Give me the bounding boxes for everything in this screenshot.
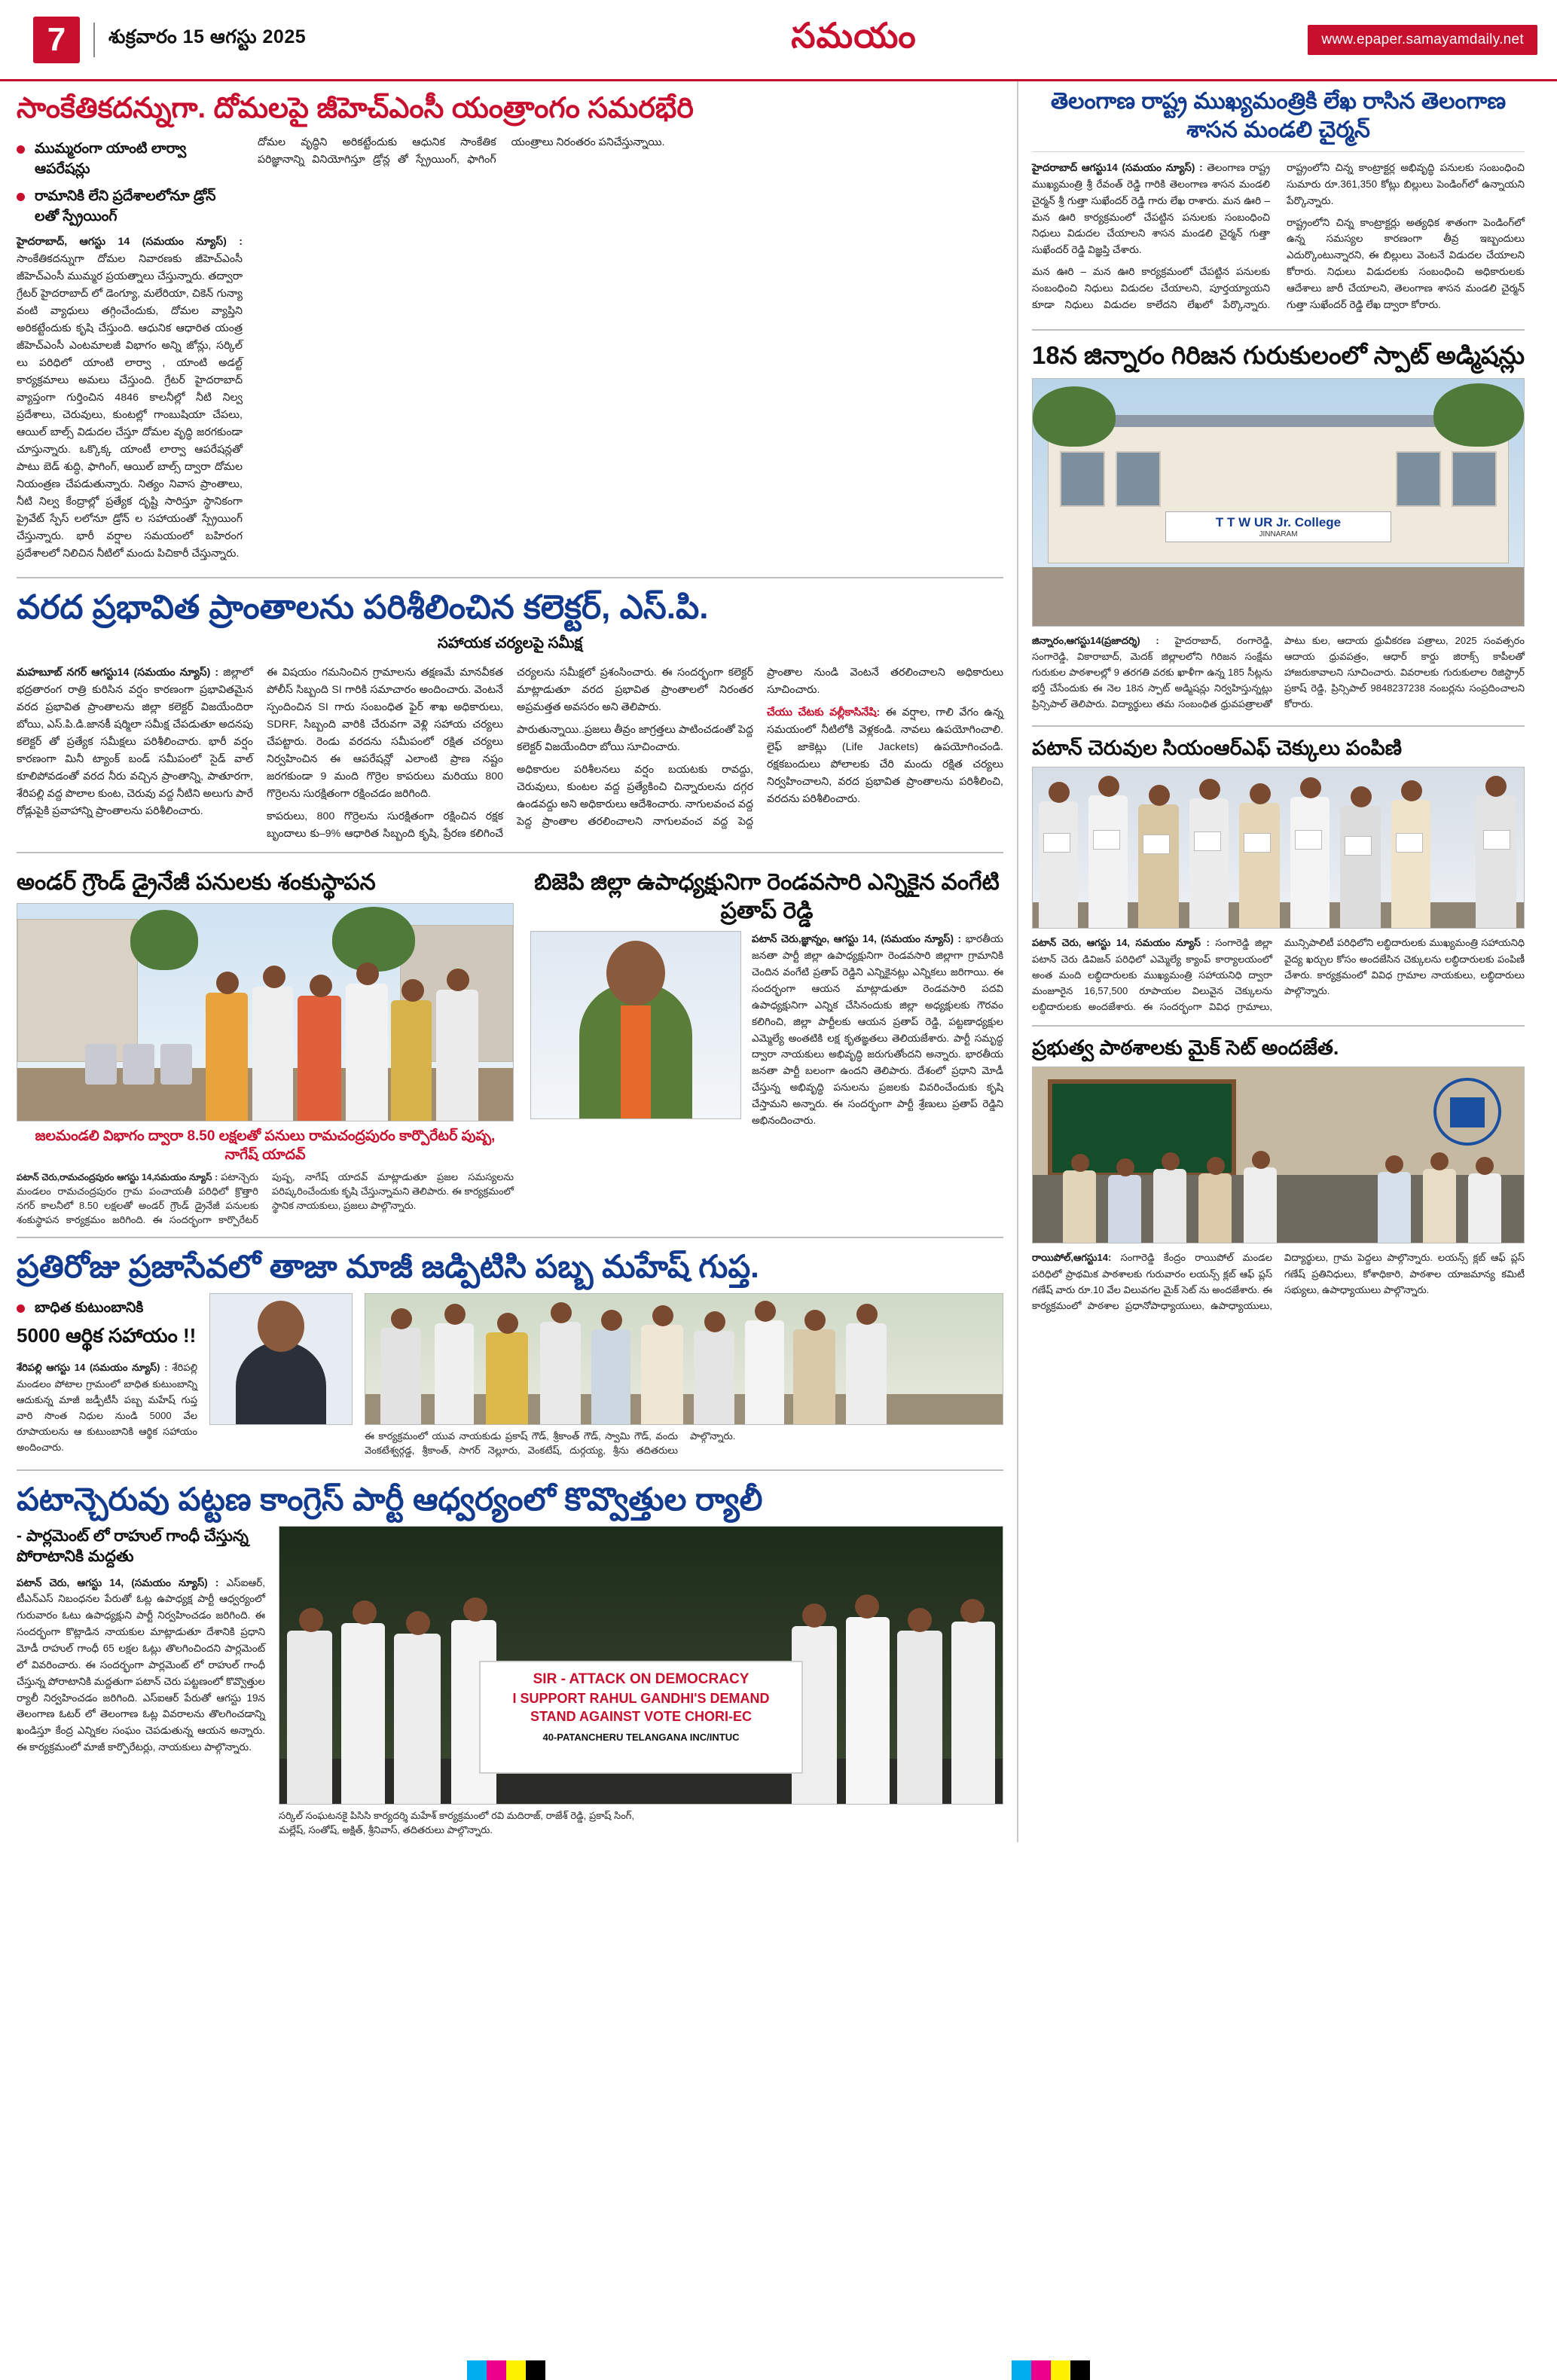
- story1-dateline: హైదరాబాద్, ఆగస్టు 14 (సమయం న్యూస్) :: [17, 235, 243, 248]
- story5-bullet: బాధిత కుటుంబానికి: [17, 1298, 197, 1319]
- story3-headline: అండర్ గ్రౌండ్ డ్రైనేజీ పనులకు శంకుస్థాపన: [17, 870, 376, 896]
- rstory2-text: హైదరాబాద్, రంగారెడ్డి, సంగారెడ్డి, వికారాబాద్, మెదక్ జిల్లాలలోని గిరిజన సంక్షేమ గురుకుల పాఠశాలల్లో 9 తరగతి వరకు ఖాళీగా ఉన్న 185 సీట్లను భర్తీ చేసేందుకు ఈ నెల 18న స్పాట్ అడ్మిషన్లు నిర్వహిస్తున్నట్లు ప్రిన్సిపాల్ తెలిపారు. విద్యార్థులు తమ సంబంధిత ధ్రువపత్రాలతో పాటు కుల, ఆదాయ ధ్రువీకరణ పత్రాలు, 2025 సంవత్సరం ఆదాయ ధ్రువపత్రం, ఆధార్ కార్డు జిరాక్స్ కాపీలతో హాజరుకావాలని సూచించారు. వివరాలకు గురుకులాల రిజిస్ట్రార్ ప్రకాష్ రెడ్డి, ప్రిన్సిపాల్ 9848237238 నంబర్లను సంప్రదించాలని కోరారు.: [1032, 634, 1525, 710]
- right-column: [1018, 81, 1525, 1842]
- story2-note-label: చేయు చేటకు వల్లీకాసినేషి:: [767, 706, 881, 719]
- rstory3-dateline: పటాన్ చెరు, ఆగస్టు 14, సమయం న్యూస్ :: [1032, 937, 1210, 949]
- rstory3-text: సంగారెడ్డి జిల్లా పటాన్ చెరు డివిజన్ పరిధిలో ఎమ్మెల్యే క్యాంప్ కార్యాలయంలో అంత మంది లబ్ధిదారులకు ముఖ్యమంత్రి సహాయనిధి ద్వారా మంజూరైన 16,57,500 రూపాయల విలువైన చెక్కులను లబ్ధిదారులకు అందజేశారు. ఈ సందర్భంగా వివిధ గ్రామాలు, మున్సిపాలిటీ పరిధిలోని లబ్ధిదారులకు ముఖ్యమంత్రి సహాయనిధి వైద్య ఖర్చుల కోసం అందజేసిన చెక్కులను లబ్ధిదారులకు పంపిణీ చేశారు. కార్యక్రమంలో వివిధ గ్రామాల నాయకులు, లబ్ధిదారులు పాల్గొన్నారు.: [1032, 937, 1525, 1012]
- rstory2-dateline: జిన్నారం,ఆగస్టు14(ప్రజాదర్శి) :: [1032, 634, 1159, 646]
- rstory3-photo: [1032, 767, 1525, 929]
- story2-headline: వరద ప్రభావిత ప్రాంతాలను పరిశీలించిన కలెక్టర్, ఎస్.పి.: [17, 588, 709, 626]
- story-bjp-vicepresident: [530, 862, 1003, 1227]
- story5-dateline: శేరిపల్లి ఆగస్టు 14 (సమయం న్యూస్) :: [17, 1362, 168, 1374]
- story-congress-candle-rally: [17, 1480, 1003, 1838]
- story1-headline: సాంకేతికదన్నుగా. దోమలపై జీహెచ్ఎంసీ యంత్రాంగం సమరభేరి: [17, 93, 694, 124]
- divider: [17, 852, 1003, 853]
- story3-caption-text: పటాన్చెరు మండలం రామచంద్రపురం గ్రామ పంచాయతీ పరిధిలో క్రొత్తారి నగర్ కాలనీలో 8.50 లక్షలతో అండర్ గ్రౌండ్ డ్రైనేజీ పనులకు శంకుస్థాపన కార్యక్రమం జరిగింది. ఈ సందర్భంగా కార్పొరేటర్ పుష్ప, నాగేష్ యాదవ్ మాట్లాడుతూ ప్రజల సమస్యలను పరిష్కరించేందుకు కృషి చేస్తున్నామని తెలిపారు. ఈ కార్యక్రమంలో స్థానిక నాయకులు, ప్రజలు పాల్గొన్నారు.: [17, 1171, 514, 1225]
- divider: [17, 577, 1003, 578]
- rstory4-dateline: రాయిపోల్,ఆగస్టు14:: [1032, 1252, 1112, 1264]
- divider: [17, 1469, 1003, 1471]
- story5-aid-amount: 5000 ఆర్థిక సహాయం !!: [17, 1324, 197, 1347]
- college-sign-sub: JINNARAM: [1259, 529, 1298, 539]
- story2-text-1: ఈ విషయం గమనించిన గ్రామాలను తక్షణమే మానవీకత పోలీస్ సిబ్బంది SI గారికి సమాచారం అందించారు. వెంటనే స్పందించిన SI గారు సంబంధిత ఫైర్ శాఖ అధికారులు, SDRF, సిబ్బంది వారికి చేరువగా వెళ్లి సహాయ చర్యలు చేపట్టారు. రెండు వరదను సమీపంలో రక్షిత చర్యలు నిర్వహించిన ఈ ఆపరేషన్లో ఎలాంటి ప్రాణ నష్టం జరగకుండా 9 మంది గొర్రెల కాపరులు మరియు 800 గొర్రెలను సురక్షితంగా రక్షించడం జరిగింది.: [267, 667, 503, 801]
- story1-text-1: దోమల వృద్ధిని అరికట్టేందుకు ఆధునిక సాంకేతిక పరిజ్ఞానాన్ని వినియోగిస్తూ డ్రోన్ల తో స్ప్రేయింగ్, ఫాగింగ్ యంత్రాలు నిరంతరం పనిచేస్తున్నాయి.: [258, 136, 665, 166]
- banner-line-3: STAND AGAINST VOTE CHORI-EC: [530, 1708, 752, 1724]
- story5-headline: ప్రతిరోజు ప్రజాసేవలో తాజా మాజీ జడ్పిటిసి పబ్బ మహేష్ గుప్త.: [17, 1248, 759, 1284]
- divider: [17, 1237, 1003, 1238]
- rstory1-text-2: రాష్ట్రంలోని చిన్న కాంట్రాక్టర్లు అత్యధిక శాతంగా పెండింగ్‌లో ఉన్న సమస్యల కారణంగా తీవ్ర ఇబ్బందులు ఎదుర్కొంటున్నారని, ఈ బిల్లులు వెంటనే విడుదల చేయాలని కోరారు. నిధులు విడుదలకు సంబంధించి అధికారులకు ఆదేశాలు జారీ చేయాలని, తెలంగాణ శాసన మండలి చైర్మన్ గుత్తా సుఖేందర్ రెడ్డి లేఖ ద్వారా కోరారు.: [1287, 216, 1525, 310]
- story-cm-letter: [1032, 87, 1525, 319]
- page-number: 7: [33, 17, 80, 63]
- story5-caption: ఈ కార్యక్రమంలో యువ నాయకుడు ప్రకాష్ గౌడ్, శ్రీకాంత్ గౌడ్, స్వామి గౌడ్, వందు వెంకటేశ్వర్గడ్డ, శ్రీకాంత్, సాగర్ నెల్లూరు, వెంకటేష్, దుర్గయ్య, శ్రీను తదితరులు పాల్గొన్నారు.: [365, 1430, 736, 1456]
- masthead-date: శుక్రవారం 15 ఆగస్టు 2025: [108, 26, 307, 47]
- bullet-item: ముమ్మరంగా యాంటి లార్వా ఆపరేషన్లు: [17, 139, 243, 180]
- story6-headline: పటాన్చెరువు పట్టణ కాంగ్రెస్ పార్టీ ఆధ్వర్యంలో కొవ్వొత్తుల ర్యాలీ: [17, 1481, 763, 1517]
- rstory2-photo: [1032, 378, 1525, 627]
- story2-text-0: జిల్లాలో భద్రతారంగ రాత్రి కురిసిన వర్షం కారణంగా ప్రభావితమైన వరద ప్రభావిత ప్రాంతాలను జిల్లా కలెక్టర్ విజయేందిరా బోయి, ఎస్.పి.డి.జానకీ షర్మిలా సమీక్ష చేపడుతూ అదనపు కలెక్టర్ తో ప్రత్యేక సమీక్షలు పరిశీలించారు. భారీ వర్షం కారణంగా మినీ ట్యాంక్ బండ్ సమీపంలో సైడ్ వాల్ కూలిపోవడంతో వరద నీరు వచ్చిన ప్రాంతాన్ని, పాతూరగా, శేరిపల్లి వద్ద పొలాల కుంట, చెరువు వద్ద నీటిని అలుగు పారే రోడ్లుపైకి ప్రవాహాన్ని ప్రాంతాలను పరిశీలించారు.: [17, 667, 253, 818]
- banner-line-1: SIR - ATTACK ON DEMOCRACY: [533, 1671, 749, 1687]
- story2-text-4: అధికారుల పరిశీలనలు వర్షం బయటకు రావద్దు, చెరువులు, కుంటల వద్ద ప్రత్యేకించి చిన్నారులను దగ్గర ఉండవద్దు అని అధికారులు ఆదేశించారు. నాగులవంచ వద్ద పెద్ద ప్రాంతాల తరలించాలని నాగులవంచ వద్ద పెద్ద ప్రాంతాల నుండి వెంటనే తరలించాలని అధికారులు సూచించారు.: [517, 667, 1003, 828]
- story3-photo: [17, 903, 514, 1121]
- divider: [1032, 1025, 1525, 1027]
- left-column: [17, 81, 1018, 1842]
- story3-dateline: పటాన్ చెరు,రామచంద్రపురం ఆగస్టు 14,సమయం న్యూస్ :: [17, 1172, 218, 1183]
- rstory4-photo: [1032, 1066, 1525, 1243]
- story2-text-2: కాపరులు, 800 గొర్రెలను సురక్షితంగా రక్షించిన రక్షక బృందాలు కు–9% ఆధారిత సిబ్బంది కృషి, ప్రేరణ కలిగించే చర్యలను సమీక్షలో ప్రశంసించారు. ఈ సందర్భంగా కలెక్టర్ మాట్లాడుతూ వరద ప్రభావిత ప్రాంతాలలో నిరంతర అప్రమత్తత అవసరం అని తెలిపారు.: [267, 667, 753, 841]
- divider: [1032, 329, 1525, 331]
- masthead-divider: [93, 23, 95, 57]
- rstory1-dateline: హైదరాబాద్ ఆగస్టు14 (సమయం న్యూస్) :: [1032, 162, 1203, 173]
- divider: [1032, 725, 1525, 727]
- story3-photo-caption: జలమండలి విభాగం ద్వారా 8.50 లక్షలతో పనులు రామచంద్రపురం కార్పొరేటర్ పుష్ప, నాగేష్ యాదవ్: [35, 1127, 496, 1163]
- story1-text-0: సాంకేతికదన్నుగా దోమల నివారణకు జీహెచ్ఎంసీ జీహెచ్ఎంసీ ముమ్మర ప్రయత్నాలు చేస్తున్నారు. తద్వారా గ్రేటర్ హైదరాబాద్ లో డెంగ్యూ, మలేరియా, చికెన్ గున్యా వంటి వ్యాధులు తగ్గించేందుకు, దోమల వ్యాప్తిని అరికట్టేందుకు కృషి చేస్తుంది. ఆధునిక ఆధారిత యంత్ర జీహెచ్ఎంసీ ఎంటమాలజీ విభాగం అన్ని జోన్లు, సర్కిల్ లు పరిధిలో యాంటి లార్వా , యాంటి అడల్ట్ కార్యక్రమాలు అమలు చేస్తుంది. గ్రేటర్ హైదరాబాద్ వ్యాప్తంగా గుర్తించిన 4846 కాలనీల్లో నీటి నిల్వ ప్రదేశాలు, చెరువులు, కుంటల్లో గాంబుషియా చేపలు, ఆయిల్ బాల్స్ విడుదల చేస్తూ దోమల వృద్ధి జరగకుండా చూస్తున్నారు. ఒక్కొక్క యాంటీ లార్వా ఆపరేషన్లతో పాటు బెడ్ శుద్ధి, ఫాగింగ్, ఆయిల్ బాల్స్ ద్వారా దోమల నియంత్రణ చేపడుతున్నారు. నిత్యం నివాస ప్రాంతాలు, నీటి నిల్వ కేంద్రాల్లో ప్రత్యేక దృష్టి సారిస్తూ స్థానికంగా ప్రైవేట్ స్పేస్ లలోనూ డ్రోన్ ల సహాయంతో స్ప్రేయింగ్ చేస్తున్నారు. భారీ వర్షాల సమయంలో బహిరంగ ప్రదేశాలలో నిలిచిన నీటిలో మందు పిచికారీ చేస్తున్నారు.: [17, 252, 243, 560]
- story-mahesh-gupta-aid: [17, 1247, 1003, 1460]
- story1-bullets: [17, 139, 243, 227]
- banner-line-4: 40-PATANCHERU TELANGANA INC/INTUC: [542, 1732, 740, 1744]
- story6-text: ఎస్ఐఆర్, టీఎన్ఎస్ నిబంధనల పేరుతో ఓట్ల ఉపాధ్యక్ష పార్టీ ఆధ్వర్యంలో గురువారం ఓటు ఉపాధ్యక్షుని పార్టీ నిర్వహించడం జరిగింది. ఈ సందర్భంగా కొట్లాడిన నాయకుల మాట్లాడుతూ దేశానికి ప్రధాని మోడీ రాహుల్ గాంధీ 65 లక్షల ఓట్లు తొలగించిందని పార్లమెంట్ లో వివరించారు. ఈ సందర్భంగా పార్లమెంట్ లో రాహుల్ గాంధీ చేస్తున్న పోరాటానికి మద్దతుగా పటాన్ చెరు పట్టణంలో కొవ్వొత్తుల ర్యాలీ నిర్వహించడం జరిగింది. ఎస్ఐఆర్ పేరుతో ఆగస్టు 19న తెలంగాణ ఓటర్ లో తెలంగాణ ఓట్ల వివరాలను తొలగించడాన్ని ఖండిస్తూ కేంద్ర ఎన్నికల సంఘం చెపడుతున్న ఆయన అన్నారు. ఈ కార్యక్రమంలో మాజీ కార్పొరేటర్లు, నాయకులు పాల్గొన్నారు.: [17, 1576, 265, 1753]
- story4-text: భారతీయ జనతా పార్టీ జిల్లా ఉపాధ్యక్షునిగా రెండవసారి జిల్లాగా గ్రామానికి చెందిన వంగేటి ప్రతాప్ రెడ్డిని ఎన్నికైనట్లు ఎన్నికలు జరిగాయి. ఈ సందర్భంగా ఆయన మాట్లాడుతూ రెండవసారి పదవి ఉపాధ్యక్షునిగా ఎన్నిక చేసినందుకు జిల్లా అధ్యక్షులకు గౌరవం కలిగించి, జిల్లా పార్టీలకు ఆయన ప్రతాప్ రెడ్డి, పట్టణాధ్యక్షుల ఎమ్మెల్యే అంతటికి లక్ష కృతఙ్ఞతలు తెలియజేశారు. పార్టీ సమృద్ధ ద్వారా నాయకులు అభివృద్ధి జరుగుతోందని అన్నారు. భారతీయ జనతా పార్టీ బలంగా ఉందని తెలిపారు. దేశంలో ప్రధాని మోడీ చేస్తున్న అభివృద్ధి పనులను ప్రజలకు వివరించేందుకు కృషి చేస్తామని అన్నారు. ఈ సందర్భంగా పార్టీ శ్రేణులు ప్రతాప్ రెడ్డిని అభినందించారు.: [752, 933, 1003, 1126]
- story2-note-text: ఈ వర్షాల, గాలి వేగం ఉన్న సమయంలో నీటిలోకి వెళ్లకండి. నావలు ఉపయోగించాలి. లైఫ్ జాకెట్లు (Life Jackets) ఉపయోగించండి. రక్షకబందులు పోలాలకు చేరి మందు రక్షిత చర్యలు నిర్వహించాలని, వరద ప్రభావిత ప్రాంతాలను పరిశీలించి, వరదను పరిశీలించారు.: [767, 706, 1004, 806]
- rstory1-headline: తెలంగాణ రాష్ట్ర ముఖ్యమంత్రికి లేఖ రాసిన తెలంగాణ శాసన మండలి చైర్మన్: [1050, 89, 1507, 142]
- stories-3-4-row: [17, 862, 1003, 1227]
- story6-subhead: - పార్లమెంట్ లో రాహుల్ గాంధీ చేస్తున్న పోరాటానికి మద్దతు: [17, 1527, 249, 1566]
- rstory4-headline: ప్రభుత్వ పాఠశాలకు మైక్ సెట్ అందజేత.: [1032, 1036, 1339, 1059]
- masthead-center: [572, 0, 1135, 79]
- story-collector-flood: [17, 587, 1003, 844]
- epaper-url[interactable]: www.epaper.samayamdaily.net: [1308, 25, 1537, 55]
- story5-group-photo: [365, 1293, 1003, 1425]
- story-cmrf-cheques: [1032, 736, 1525, 1015]
- story5-portrait-photo: [209, 1293, 353, 1425]
- story2-dateline: మహబూబ్ నగర్ ఆగస్టు14 (సమయం న్యూస్) :: [17, 667, 219, 679]
- rstory4-text: సంగారెడ్డి కేంద్రం రాయిపోల్ మండల పరిధిలో ప్రాథమిక పాఠశాలకు గురువారం లయన్స్ క్లబ్ ఆఫ్ ప్లస్ గణేష్ వారు రూ.10 వేల విలువగల మైక్ సెట్ ను అందజేశారు. ఈ కార్యక్రమంలో పాఠశాల ప్రధానోపాధ్యాయులు, ఉపాధ్యాయులు, విద్యార్థులు, గ్రామ పెద్దలు పాల్గొన్నారు. లయన్స్ క్లబ్ ఆఫ్ ప్లస్ గణేష్ ప్రతినిధులు, కోశాధికారి, పాఠశాల యాజమాన్య కమిటీ సభ్యులు, ఉపాధ్యాయులు పాల్గొన్నారు.: [1032, 1252, 1525, 1311]
- story6-dateline: పటాన్ చెరు, ఆగస్టు 14, (సమయం న్యూస్) :: [17, 1576, 219, 1588]
- story2-subhead: సహాయక చర్యలపై సమీక్ష: [437, 635, 583, 652]
- bullet-item: రామానికి లేని ప్రదేశాలలోనూ డ్రోన్ లతో స్ప్రేయింగ్: [17, 186, 243, 227]
- story5-text: శేరిపల్లి మండలం పోటాల గ్రామంలో బాధిత కుటుంబాన్ని ఆదుకున్న మాజీ జడ్పీటీసీ పబ్బ మహేష్ గుప్త వారి సొంత నిధుల నుండి 5000 వేల రూపాయలను ఆ కుటుంబానికి ఆర్థిక సహాయం అందించారు.: [17, 1362, 197, 1453]
- banner-line-2: I SUPPORT RAHUL GANDHI'S DEMAND: [512, 1690, 770, 1706]
- masthead-left: [0, 0, 572, 79]
- story-underground-drainage: [17, 862, 514, 1227]
- college-sign-name: T T W UR Jr. College: [1215, 514, 1342, 529]
- story4-headline: బిజెపి జిల్లా ఉపాధ్యక్షునిగా రెండవసారి ఎన్నికైన వంగేటి ప్రతాప్ రెడ్డి: [534, 870, 1000, 923]
- cmyk-registration-bar: [0, 2360, 1557, 2380]
- page-body: [0, 81, 1557, 1842]
- masthead-right: [1135, 0, 1557, 79]
- newspaper-title: సమయం: [791, 15, 917, 55]
- rstory1-text-1: మన ఊరి – మన ఊరి కార్యక్రమంలో చేపట్టిన పనులకు సంబంధించి నిధులు విడుదల చేయాలని, పూర్తయ్యాయని కూడా నిధులు విడుదల కాలేదని లేఖలో పేర్కొన్నారు. రాష్ట్రంలోని చిన్న కాంట్రాక్టర్ల అభివృద్ధి పనులకు సంబంధించి సుమారు రూ.361,350 కోట్లు బిల్లులు పెండింగ్‌లో ఉన్నాయని పేర్కొన్నారు.: [1032, 162, 1525, 310]
- story-gurukulam-admissions: [1032, 340, 1525, 715]
- masthead: [0, 0, 1557, 81]
- story4-photo: [530, 931, 741, 1119]
- story2-text-3: పారుతున్నాయి..ప్రజలు తీవ్రం జాగ్రత్తలు పాటించడంతో పెద్ద కలెక్టర్ విజయేందిరా బోయి సూచించారు.: [517, 724, 753, 754]
- protest-banner: [479, 1661, 803, 1774]
- story6-photo: [279, 1526, 1003, 1805]
- story6-caption: సర్కిల్ సంఘటనకై పిసిసి కార్యదర్శి మహేశ్ కార్యక్రమంలో రవి మదిరాజ్, రాజేశ్ రెడ్డి, ప్రకాష్ సింగ్, మల్లేష్, సంతోష్, అక్షిత్, శ్రీనివాస్, తదితరులు పాల్గొన్నారు.: [279, 1810, 634, 1835]
- rstory2-headline: 18న జిన్నారం గిరిజన గురుకులంలో స్పాట్ అడ్మిషన్లు: [1032, 340, 1525, 369]
- story4-dateline: పటాన్ చెరు,జ్ఞాన్నం, ఆగస్టు 14, (సమయం న్యూస్) :: [752, 933, 962, 945]
- rstory1-text-0: తెలంగాణ రాష్ట్ర ముఖ్యమంత్రి శ్రీ రేవంత్ రెడ్డి గారికి తెలంగాణ శాసన మండలి చైర్మన్ శ్రీ గుత్తా సుఖేందర్ రెడ్డి గారు లేఖ రాశారు. మన ఊరి – మన ఊరి కార్యక్రమంలో చేపట్టిన పనులకు సంబంధించి నిధులు విడుదల చేయాలని శాసన మండలి చైర్మన్ గుత్తా సుఖేందర్ రెడ్డి విజ్ఞప్తి చేశారు.: [1032, 162, 1271, 256]
- story-ghmc-mosquito: [17, 92, 1003, 568]
- story-mic-set-donation: [1032, 1036, 1525, 1314]
- rstory3-headline: పటాన్ చెరువుల సియంఆర్ఎఫ్ చెక్కులు పంపిణి: [1032, 736, 1403, 759]
